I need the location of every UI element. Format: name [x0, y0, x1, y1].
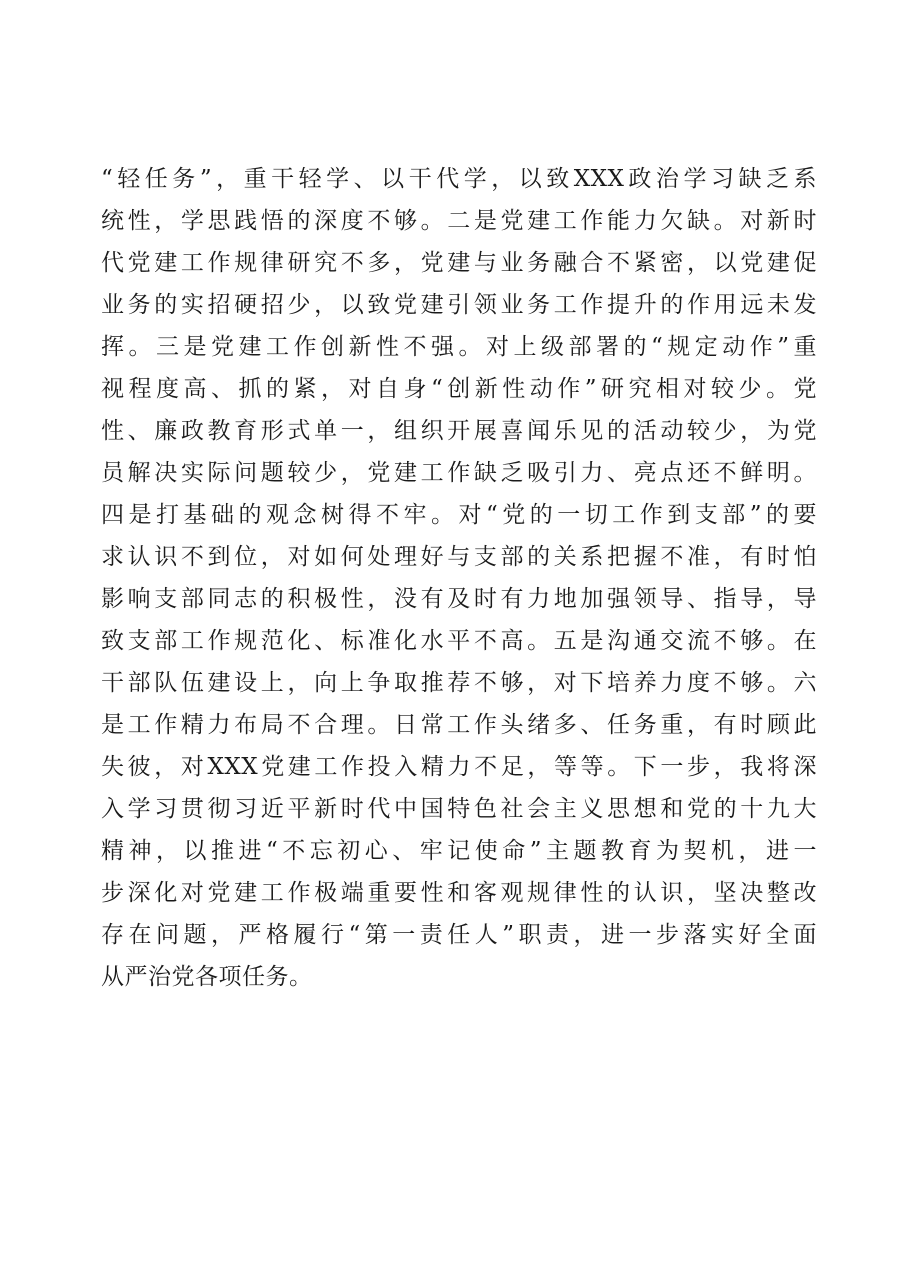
text-line: 从严治党各项任务。	[101, 964, 313, 990]
text-line: 业务的实招硬招少，以致党建引领业务工作提升的作用远未发	[101, 292, 817, 318]
text-line: 存在问题，严格履行“第一责任人”职责，进一步落实好全面	[101, 922, 817, 948]
text-line: 视程度高、抓的紧，对自身“创新性动作”研究相对较少。党	[101, 376, 817, 402]
text-line: 挥。三是党建工作创新性不强。对上级部署的“规定动作”重	[101, 334, 817, 360]
text-line: 步深化对党建工作极端重要性和客观规律性的认识，坚决整改	[101, 880, 817, 906]
text-line: 代党建工作规律研究不多，党建与业务融合不紧密，以党建促	[101, 250, 817, 276]
text-line: 四是打基础的观念树得不牢。对“党的一切工作到支部”的要	[101, 502, 817, 528]
text-line: “轻任务”，重干轻学、以干代学，以致XXX政治学习缺乏系	[101, 166, 817, 192]
text-line: 性、廉政教育形式单一，组织开展喜闻乐见的活动较少，为党	[101, 418, 817, 444]
text-line: 致支部工作规范化、标准化水平不高。五是沟通交流不够。在	[101, 628, 817, 654]
text-line: 求认识不到位，对如何处理好与支部的关系把握不准，有时怕	[101, 544, 817, 570]
text-line: 精神，以推进“不忘初心、牢记使命”主题教育为契机，进一	[101, 838, 817, 864]
text-line: 员解决实际问题较少，党建工作缺乏吸引力、亮点还不鲜明。	[101, 460, 817, 486]
text-line: 干部队伍建设上，向上争取推荐不够，对下培养力度不够。六	[101, 670, 817, 696]
text-line: 失彼，对XXX党建工作投入精力不足，等等。下一步，我将深	[101, 754, 817, 780]
body-paragraph	[101, 158, 817, 998]
text-line: 是工作精力布局不合理。日常工作头绪多、任务重，有时顾此	[101, 712, 817, 738]
text-line: 入学习贯彻习近平新时代中国特色社会主义思想和党的十九大	[101, 796, 817, 822]
text-line: 影响支部同志的积极性，没有及时有力地加强领导、指导，导	[101, 586, 817, 612]
text-line: 统性，学思践悟的深度不够。二是党建工作能力欠缺。对新时	[101, 208, 817, 234]
